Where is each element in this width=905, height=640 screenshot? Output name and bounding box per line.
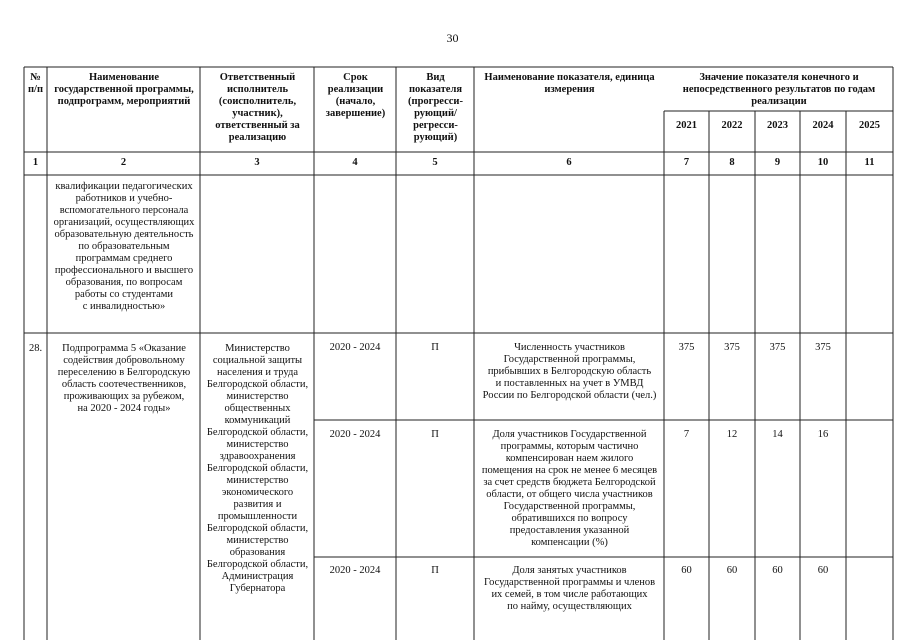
column-number: 9 [774, 157, 781, 168]
indicator-term: 2020 - 2024 [329, 429, 381, 440]
column-number: 11 [864, 157, 875, 168]
header-year: 2023 [767, 120, 788, 131]
indicator-value: 60 [772, 565, 783, 576]
column-number: 10 [817, 157, 829, 168]
header-number: № п/п [27, 72, 44, 95]
header-executor: Ответственный исполнитель (соисполнитель, участник), ответственный за реализацию [215, 72, 300, 143]
indicator-type: П [431, 565, 439, 576]
header-term: Срок реализации (начало, завершение) [325, 72, 386, 119]
header-year: 2022 [721, 120, 743, 131]
indicator-value: 375 [678, 342, 695, 353]
header-year: 2021 [676, 120, 697, 131]
indicator-term: 2020 - 2024 [329, 342, 381, 353]
column-number: 4 [352, 157, 358, 168]
column-number: 2 [120, 157, 127, 168]
header-program-name: Наименование государственной программы, подпрограмм, мероприятий [54, 72, 194, 107]
column-number: 1 [32, 157, 39, 168]
header-indicator-type: Вид показателя (прогресси- рующий/ регресси- рующий) [408, 72, 463, 143]
page-number: 30 [446, 31, 459, 45]
indicator-value: 16 [817, 429, 829, 440]
indicator-name: Доля занятых участников Государственной программы и членов их семей, в том числе работающих по найму, осуществляющих [483, 565, 656, 612]
header-year: 2024 [812, 120, 834, 131]
column-number: 6 [566, 157, 572, 168]
column-number: 8 [729, 157, 735, 168]
column-number: 3 [254, 157, 260, 168]
indicator-name: Численность участников Государственной программы, прибывших в Белгородскую область и поставленных на учет в УМВД России по Белгородской области (чел.) [482, 342, 657, 401]
indicator-value: 375 [724, 342, 740, 353]
indicator-value: 60 [817, 565, 829, 576]
indicator-value: 375 [769, 342, 786, 353]
indicator-type: П [431, 429, 439, 440]
row-number: 28. [28, 343, 43, 354]
indicator-value: 7 [683, 429, 690, 440]
indicator-value: 60 [726, 565, 738, 576]
header-indicator-name: Наименование показателя, единица измерения [484, 72, 655, 95]
subprogram-name: Подпрограмма 5 «Оказание содействия добровольному переселению в Белгородскую область соотечественников, проживающих за рубежом, на 2020 - 2024 годы» [57, 343, 191, 414]
indicator-name: Доля участников Государственной программы, которым частично компенсирован наем жилого помещения на срок не менее 6 месяцев за счет средств бюджета Белгородской области, от общего числа участников Государственной программы, обратившихся по вопросу предоставления указанной компенсации (%) [481, 429, 658, 548]
header-values: Значение показателя конечного и непосредственного результатов по годам реализации [682, 72, 876, 107]
indicator-value: 14 [772, 429, 783, 440]
column-number: 5 [432, 157, 438, 168]
header-year: 2025 [859, 120, 880, 131]
responsible-executor: Министерство социальной защиты населения и труда Белгородской области, министерство общественных коммуникаций Белгородской области, министерство здравоохранения Белгородской области, министерство экономического развития и промышленности Белгородской области, министерство образования Белгородской области, Администрация Губернатора [206, 343, 309, 594]
indicator-value: 60 [681, 565, 692, 576]
indicator-value: 375 [815, 342, 831, 353]
column-number: 7 [683, 157, 690, 168]
continued-activity-name: квалификации педагогических работников и учебно- вспомогательного персонала организаций, осуществляющих образовательную деятельность по образовательным программам среднего профессионального и высшего образования, по вопросам работы со студентами с инвалидностью» [53, 181, 195, 312]
indicator-term: 2020 - 2024 [329, 565, 381, 576]
indicator-type: П [431, 342, 439, 353]
indicator-value: 12 [726, 429, 738, 440]
